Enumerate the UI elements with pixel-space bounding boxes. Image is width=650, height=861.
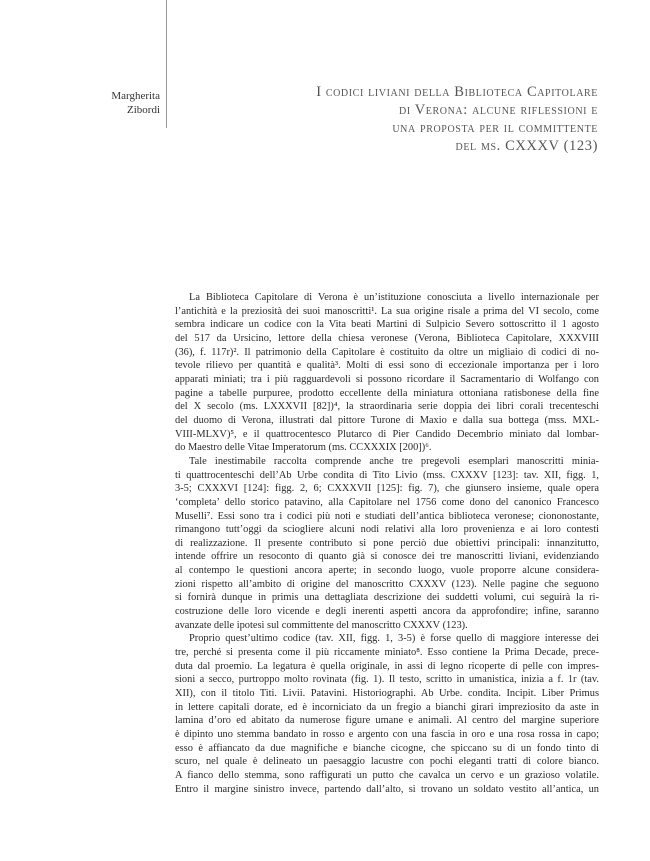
author-name xyxy=(111,89,160,117)
body-line: duta dal proemio. La legatura è quella originale, in assi di legno ricoperte di pelle con impres- xyxy=(175,660,599,672)
article-body xyxy=(175,291,599,796)
body-line: rimangono tutt’oggi da sciogliere alcuni nodi relativi alla loro provenienza e ai loro contesti xyxy=(175,524,599,536)
body-line: del 517 da Ursicino, lettore della chiesa veronese (Verona, Biblioteca Capitolare, XXXVIII xyxy=(175,332,599,344)
title-line: del ms. CXXXV (123) xyxy=(455,138,598,154)
body-line: Tale inestimabile raccolta comprende anche tre pregevoli esemplari manoscritti minia- xyxy=(189,455,599,467)
body-line: do Maestro delle Vitae Imperatorum (ms. CCXXXIX [200])⁶. xyxy=(175,442,432,454)
title-line: di Verona: alcune riflessioni e xyxy=(399,102,598,118)
body-line: intende offrire un resoconto di quanto già si conosce dei tre manoscritti liviani, evidenziando xyxy=(175,551,599,563)
body-line: pagine a tabelle purpuree, prodotto eccellente della miniatura ottoniana ratisbonese della fine xyxy=(175,387,599,399)
body-line: del X secolo (ms. LXXXVII [82])⁴, la straordinaria serie doppia dei libri corali trecenteschi xyxy=(175,401,599,413)
body-line: scuro, nel quale è delineato un paesaggio lacustre con pochi eleganti tratti di colore bianco. xyxy=(175,756,599,768)
body-line: esso è affiancato da due magnifiche e bianche cicogne, che spiccano su di un fondo tinto di xyxy=(175,742,599,754)
body-line: Entro il margine sinistro invece, partendo dall’alto, si trovano un soldato vestito all’antica, un xyxy=(175,783,599,795)
body-line: La Biblioteca Capitolare di Verona è un’istituzione conosciuta a livello internazionale per xyxy=(189,292,599,303)
body-line: Proprio quest’ultimo codice (tav. XII, figg. 1, 3-5) è forse quello di maggiore interesse dei xyxy=(189,633,599,645)
header-divider xyxy=(166,0,167,128)
body-line: del duomo di Verona, illustrati dal pittore Turone di Maxio e dalla sua bottega (mss. MXL- xyxy=(175,414,599,426)
author-last-name: Zibordi xyxy=(127,104,160,116)
body-line: VIII-MLXV)⁵, e il quattrocentesco Plutarco di Pier Candido Decembrio miniato dal lombar- xyxy=(175,428,599,440)
body-line: è dipinto uno stemma bandato in rosso e argento con una fascia in oro e una rosa rossa in capo; xyxy=(175,729,599,740)
title-line: I codici liviani della Biblioteca Capitolare xyxy=(316,84,598,100)
body-line: lamina d’oro ed abitato da numerose figure umane e animali. Al centro del margine superiore xyxy=(175,715,599,727)
body-line: (36), f. 117r)². Il patrimonio della Capitolare è costituito da oltre un migliaio di codici di no- xyxy=(175,346,599,358)
body-line: sembra indicare un codice con la Vita beati Martini di Sulpicio Severo sottoscritto il 1 agosto xyxy=(175,319,599,331)
body-line: Muselli⁷. Essi sono tra i codici più noti e studiati dell’antica biblioteca veronese; ciononostante, xyxy=(175,510,599,522)
body-line: ti quattrocenteschi dell’Ab Urbe condita di Tito Livio (mss. CXXXV [123]: tav. XII, figg. 1, xyxy=(175,469,599,481)
body-line: ‘completa’ dello storico patavino, alla Capitolare nel 1756 come dono del canonico Francesco xyxy=(175,496,599,508)
body-line: si fornirà dunque in primis una dettagliata descrizione dei suddetti volumi, cui seguirà la ri- xyxy=(175,592,599,604)
body-line: zioni rispetto all’ambito di origine del manoscritto CXXXV (123). Nelle pagine che seguono xyxy=(175,578,599,590)
body-line: l’antichità e la preziosità dei suoi manoscritti¹. La sua origine risale a prima del VI secolo, come xyxy=(175,305,599,317)
body-line: tre, perché si presenta come il più riccamente miniato⁸. Esso contiene la Prima Decade, prece- xyxy=(175,647,599,659)
author-first-name: Margherita xyxy=(111,90,160,102)
body-line: di realizzazione. Il presente contributo si pone perciò due obiettivi principali: innanzitutto, xyxy=(175,537,599,549)
body-line: A fianco dello stemma, sono raffigurati un putto che cavalca un cervo e un grazioso volatile. xyxy=(175,769,599,781)
title-line: una proposta per il committente xyxy=(392,120,598,136)
body-line: apparati miniati; tra i più ragguardevoli si possono ricordare il Sacramentario di Wolfango con xyxy=(175,373,599,385)
article-title xyxy=(180,83,598,155)
body-line: avanzate delle ipotesi sul committente del manoscritto CXXXV (123). xyxy=(175,619,468,631)
body-line: al contempo le questioni ancora aperte; in secondo luogo, vuole proporre alcune considera- xyxy=(175,565,599,577)
body-line: XII), con il titolo Titi. Livii. Patavini. Historiographi. Ab Urbe. condita. Incipit. Liber Primus xyxy=(175,688,599,700)
body-line: in lettere capitali dorate, ed è incorniciato da un fregio a bianchi girari impreziosito da aste in xyxy=(175,701,599,713)
body-line: tevole rilievo per quantità e qualità³. Molti di essi sono di eccezionale importanza per i loro xyxy=(175,360,599,372)
body-line: sioni a secco, purtroppo molto rovinata (fig. 1). Il testo, scritto in umanistica, inizia a f. 1r (tav. xyxy=(175,674,599,686)
body-line: costruzione delle loro vicende e degli inerenti aspetti ancora da approfondire; infine, saranno xyxy=(175,606,599,618)
body-line: 3-5; CXXXVI [124]: figg. 2, 6; CXXXVII [125]: fig. 7), che giunsero insieme, quale opera xyxy=(175,483,599,495)
